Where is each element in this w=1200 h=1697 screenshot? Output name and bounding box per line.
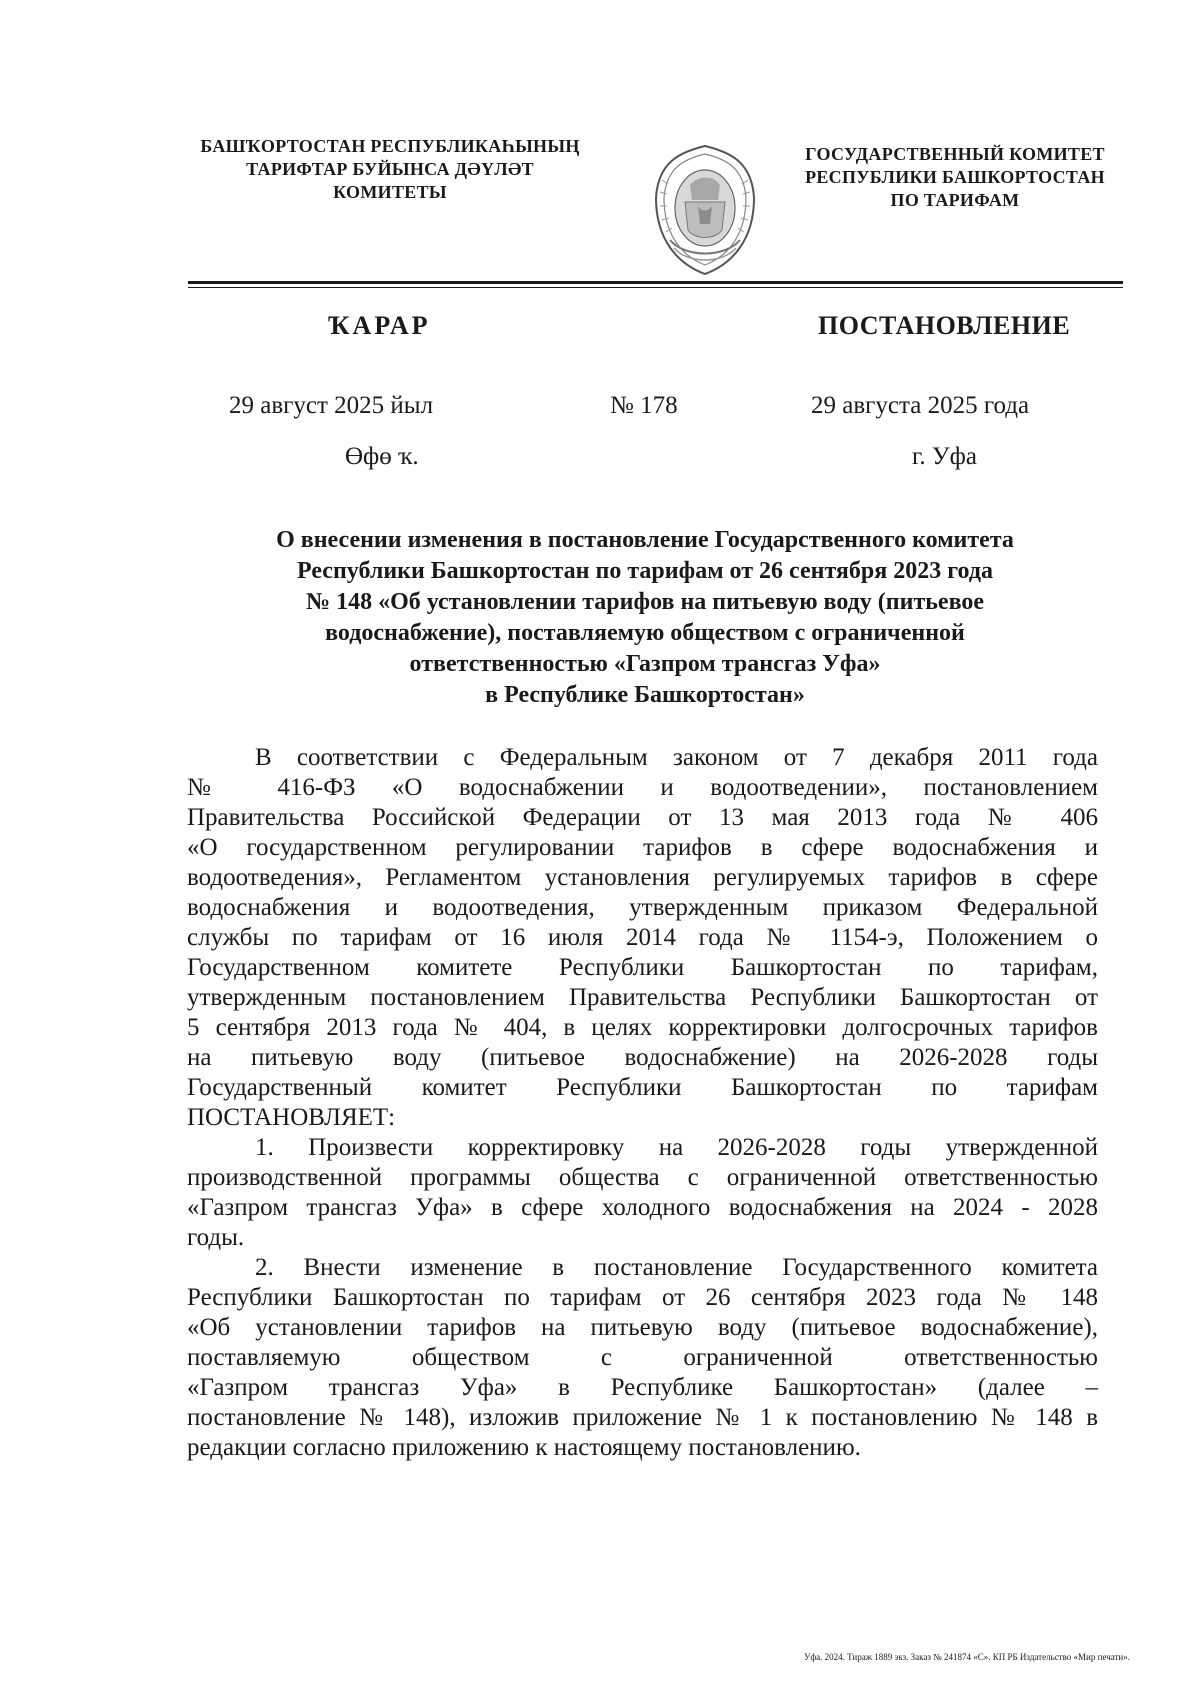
item-2-line: «Об установлении тарифов на питьевую воду (питьевое водоснабжение), [187,1314,1098,1341]
title-line: ответственностью «Газпром трансгаз Уфа» [409,651,881,677]
header-right-line: ПО ТАРИФАМ [890,190,1020,210]
header-divider-thin [188,287,1123,288]
doc-type-russian: ПОСТАНОВЛЕНИЕ [818,311,1071,340]
title-line: Республики Башкортостан по тарифам от 26 сентября 2023 года [297,558,993,584]
title-line: водоснабжение), поставляемую обществом с ограниченной [325,620,965,646]
title-line: в Республике Башкортостан» [485,682,805,708]
document-number: № 178 [610,392,678,419]
header-right-line: ГОСУДАРСТВЕННЫЙ КОМИТЕТ [805,144,1105,164]
title-line: О внесении изменения в постановление Государственного комитета [276,527,1014,553]
body-line: службы по тарифам от 16 июля 2014 года № 1154-э, Положением о [187,924,1098,951]
header-left-line: ТАРИФТАР БУЙЫНСА ДӘҮЛӘТ [246,159,534,179]
body-line: водоснабжения и водоотведения, утвержденным приказом Федеральной [187,894,1098,921]
resolves-word: ПОСТАНОВЛЯЕТ: [187,1104,396,1131]
header-left-bashkir [160,135,620,204]
body-line: Государственный комитет Республики Башкортостан по тарифам [187,1074,1098,1101]
item-1-line: годы. [187,1224,245,1251]
item-2-line: Республики Башкортостан по тарифам от 26 сентября 2023 года № 148 [187,1284,1098,1311]
date-russian: 29 августа 2025 года [811,392,1030,419]
item-2-line: постановление № 148), изложив приложение № 1 к постановлению № 148 в [187,1404,1098,1431]
body-line: водоотведения», Регламентом установления регулируемых тарифов в сфере [187,864,1098,891]
doc-type-bashkir: ҠАРАР [328,311,431,340]
item-2-line: «Газпром трансгаз Уфа» в Республике Башкортостан» (далее – [187,1374,1098,1401]
item-1-line: 1. Произвести корректировку на 2026-2028 годы утвержденной [255,1134,1098,1161]
item-2-line: редакции согласно приложению к настоящему постановлению. [187,1434,861,1461]
header-left-line: БАШҠОРТОСТАН РЕСПУБЛИКАҺЫНЫҢ [200,136,580,156]
body-line: № 416-ФЗ «О водоснабжении и водоотведении», постановлением [187,774,1098,801]
city-russian: г. Уфа [912,443,977,470]
header-divider-thick [188,281,1123,284]
body-line: «О государственном регулировании тарифов в сфере водоснабжения и [187,834,1098,861]
header-right-line: РЕСПУБЛИКИ БАШКОРТОСТАН [805,167,1105,187]
document-body [187,743,1098,1463]
body-line: 5 сентября 2013 года № 404, в целях корректировки долгосрочных тарифов [187,1014,1098,1041]
body-line: Государственном комитете Республики Башкортостан по тарифам, [187,954,1098,981]
item-2-line: 2. Внести изменение в постановление Государственного комитета [255,1254,1098,1281]
print-footer-note: Уфа. 2024. Тираж 1889 экз. Заказ № 241874 «С». КП РБ Издательство «Мир печати». [803,1652,1130,1662]
body-line: на питьевую воду (питьевое водоснабжение) на 2026-2028 годы [187,1044,1098,1071]
header-left-line: КОМИТЕТЫ [333,182,447,202]
body-line: В соответствии с Федеральным законом от 7 декабря 2011 года [255,744,1098,771]
item-1-line: производственной программы общества с ограниченной ответственностью [187,1164,1098,1191]
item-2-line: поставляемую обществом с ограниченной ответственностью [187,1344,1098,1371]
city-bashkir: Өфө ҡ. [345,443,419,470]
date-bashkir: 29 август 2025 йыл [229,392,434,419]
body-line: утвержденным постановлением Правительства Республики Башкортостан от [187,984,1098,1011]
header-right-russian [770,143,1140,212]
item-1-line: «Газпром трансгаз Уфа» в сфере холодного водоснабжения на 2024 - 2028 [187,1194,1098,1221]
body-line: Правительства Российской Федерации от 13 мая 2013 года № 406 [187,804,1098,831]
coat-of-arms-icon [640,140,770,280]
title-line: № 148 «Об установлении тарифов на питьевую воду (питьевое [305,589,985,615]
document-title [200,525,1090,711]
